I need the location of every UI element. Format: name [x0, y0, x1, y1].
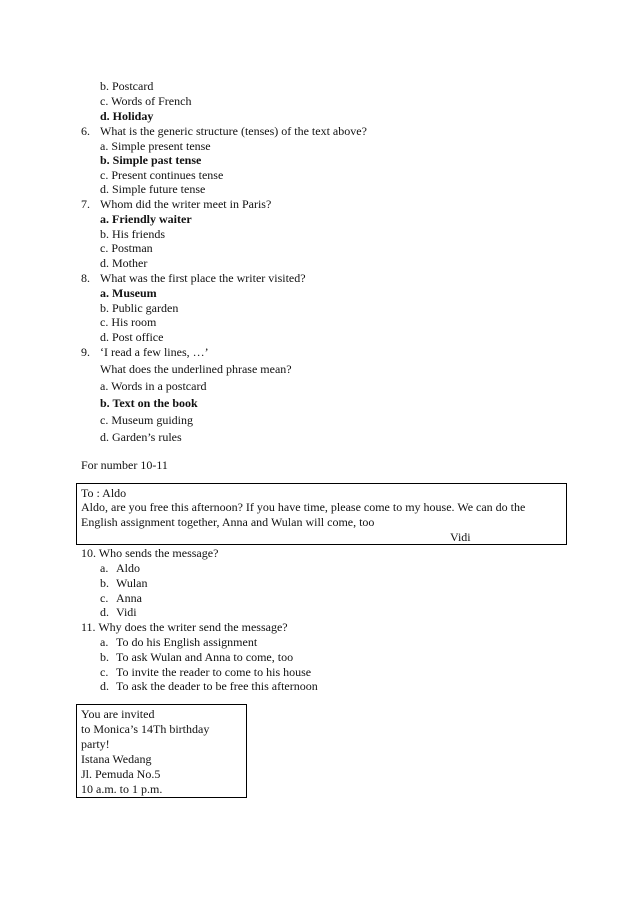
q6-option-a: a. Simple present tense: [100, 139, 211, 153]
q8-option-c: c. His room: [100, 315, 157, 329]
q10-option-a-letter: a.: [100, 561, 109, 575]
q11-option-c-text: To invite the reader to come to his house: [116, 665, 312, 679]
message-body-line2: English assignment together, Anna and Wulan will come, too: [81, 515, 375, 529]
q10-question: 10. Who sends the message?: [81, 546, 219, 560]
q10-option-d-text: Vidi: [116, 605, 137, 619]
q6-option-d: d. Simple future tense: [100, 182, 206, 196]
message-signature: Vidi: [450, 530, 471, 544]
invitation-line-5: Jl. Pemuda No.5: [81, 767, 161, 781]
q9-question: What does the underlined phrase mean?: [100, 362, 292, 376]
q7-option-d: d. Mother: [100, 256, 148, 270]
q10-option-a-text: Aldo: [116, 561, 140, 575]
q7-question: Whom did the writer meet in Paris?: [100, 197, 272, 211]
invitation-line-1: You are invited: [81, 707, 155, 721]
q9-option-c: c. Museum guiding: [100, 413, 193, 427]
invitation-line-2: to Monica’s 14Th birthday: [81, 722, 210, 736]
q8-question: What was the first place the writer visited?: [100, 271, 306, 285]
q7-number: 7.: [81, 197, 90, 211]
q9-quote: ‘I read a few lines, …’: [100, 345, 209, 359]
invitation-line-3: party!: [81, 737, 110, 751]
q10-option-d-letter: d.: [100, 605, 109, 619]
q6-number: 6.: [81, 124, 90, 138]
q8-number: 8.: [81, 271, 90, 285]
q9-option-d: d. Garden’s rules: [100, 430, 182, 444]
q11-option-b-letter: b.: [100, 650, 109, 664]
q11-option-c-letter: c.: [100, 665, 109, 679]
message-box: [76, 483, 567, 545]
q10-option-c-text: Anna: [116, 591, 142, 605]
q9-number: 9.: [81, 345, 90, 359]
q7-option-b: b. His friends: [100, 227, 165, 241]
q11-question: 11. Why does the writer send the message?: [81, 620, 288, 634]
q7-option-c: c. Postman: [100, 241, 153, 255]
q9-option-a: a. Words in a postcard: [100, 379, 207, 393]
q8-option-a: a. Museum: [100, 286, 157, 300]
q11-option-a-letter: a.: [100, 635, 109, 649]
q7-option-a: a. Friendly waiter: [100, 212, 192, 226]
message-to: To : Aldo: [81, 486, 127, 500]
q10-option-b-text: Wulan: [116, 576, 148, 590]
q5-option-b: b. Postcard: [100, 79, 154, 93]
q10-option-c-letter: c.: [100, 591, 109, 605]
q11-option-d-letter: d.: [100, 679, 109, 693]
message-body-line1: Aldo, are you free this afternoon? If you have time, please come to my house. We can do the: [81, 500, 526, 514]
q11-option-b-text: To ask Wulan and Anna to come, too: [116, 650, 294, 664]
invitation-line-4: Istana Wedang: [81, 752, 152, 766]
q8-option-d: d. Post office: [100, 330, 164, 344]
q11-option-a-text: To do his English assignment: [116, 635, 258, 649]
q5-option-c: c. Words of French: [100, 94, 192, 108]
q5-option-d: d. Holiday: [100, 109, 154, 123]
q6-option-c: c. Present continues tense: [100, 168, 224, 182]
section-label: For number 10-11: [81, 458, 168, 472]
q6-option-b: b. Simple past tense: [100, 153, 202, 167]
q8-option-b: b. Public garden: [100, 301, 179, 315]
q6-question: What is the generic structure (tenses) of the text above?: [100, 124, 367, 138]
q9-option-b: b. Text on the book: [100, 396, 198, 410]
q11-option-d-text: To ask the deader to be free this afternoon: [116, 679, 318, 693]
invitation-line-6: 10 a.m. to 1 p.m.: [81, 782, 163, 796]
q10-option-b-letter: b.: [100, 576, 109, 590]
